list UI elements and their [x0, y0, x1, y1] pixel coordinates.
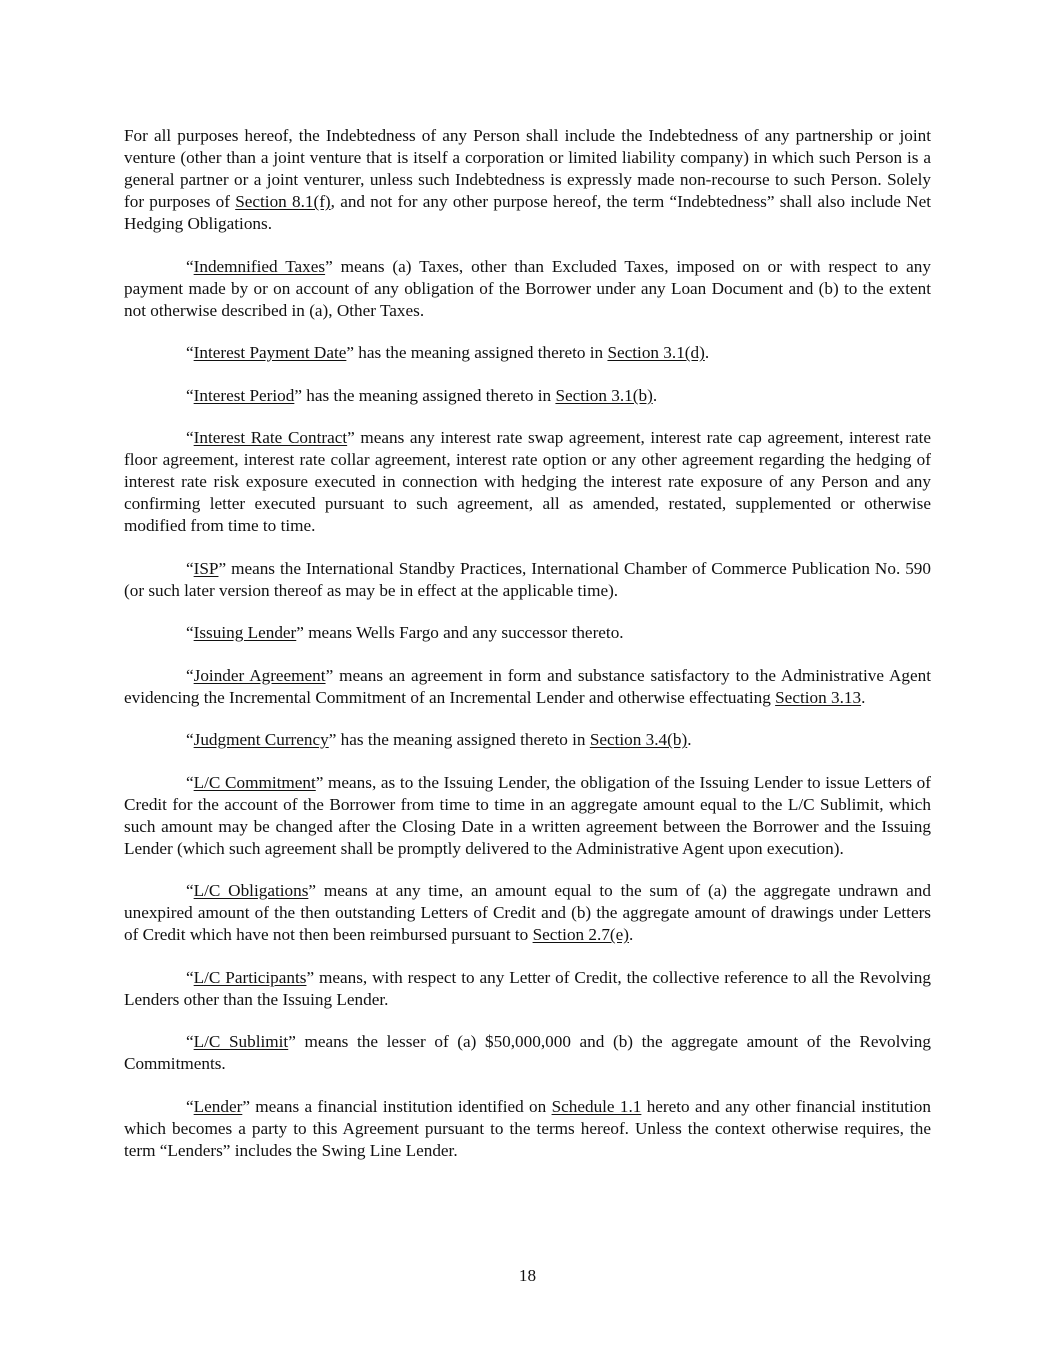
paragraph-text: ” means an agreement in form and substance satisfactory to the Administrative Agent evidencing the Incremental Commitment of an Incremental Lender and otherwise effectuating	[124, 665, 931, 707]
underlined-term: Schedule 1.1	[551, 1096, 642, 1116]
underlined-term: Section 3.1(d)	[607, 343, 705, 362]
underlined-term: L/C Commitment	[193, 772, 316, 792]
paragraph-text: ” means a financial institution identified on	[242, 1096, 552, 1116]
paragraph-text: .	[861, 687, 866, 707]
underlined-term: Section 8.1(f)	[235, 192, 331, 211]
paragraph-text: .	[629, 925, 634, 944]
definition-paragraph	[124, 1031, 931, 1075]
underlined-term: Indemnified Taxes	[193, 256, 326, 276]
paragraph-text: ” means at any time, an amount equal to the sum of (a) the aggregate undrawn and unexpired amount of the then outstanding Letters of Credit and (b) the aggregate amount of drawings under Letters of Credit which have not then been reimbursed pursuant to	[124, 881, 931, 944]
definition-paragraph	[124, 558, 931, 602]
definition-paragraph	[124, 622, 931, 644]
definition-paragraph	[124, 427, 931, 537]
paragraph-text: ” means (a) Taxes, other than Excluded Taxes, imposed on or with respect to any payment made by or on account of any obligation of the Borrower under any Loan Document and (b) to the extent not otherwise described in (a), Other Taxes.	[124, 256, 931, 320]
paragraph-text: “	[186, 1096, 194, 1116]
paragraph-text: ” has the meaning assigned thereto in	[346, 343, 608, 362]
paragraph-text: “	[186, 1032, 194, 1051]
paragraph-text: ” has the meaning assigned thereto in	[328, 730, 590, 749]
paragraph-text: hereto and any other financial institution which becomes a party to this Agreement pursuant to the terms hereof. Unless the context otherwise requires, the term “Lenders” includes the Swing Line Lender.	[124, 1096, 931, 1160]
underlined-term: Interest Payment Date	[193, 343, 347, 362]
paragraph-text: “	[186, 343, 194, 362]
paragraph-text: .	[687, 730, 692, 749]
paragraph-text: For all purposes hereof, the Indebtedness of any Person shall include the Indebtedness of any partnership or joint venture (other than a joint venture that is itself a corporation or limited liability company) in which such Person is a general partner or a joint venturer, unless such Indebtedness is expressly made non-recourse to such Person. Solely for purposes of	[124, 126, 931, 211]
definition-paragraph	[124, 385, 931, 407]
underlined-term: Interest Rate Contract	[193, 428, 348, 447]
paragraph-text: “	[186, 623, 194, 642]
paragraph-text: ” means Wells Fargo and any successor thereto.	[296, 623, 624, 642]
definition-paragraph	[124, 1096, 931, 1162]
paragraph-text: ” means, with respect to any Letter of Credit, the collective reference to all the Revolving Lenders other than the Issuing Lender.	[124, 967, 931, 1009]
underlined-term: ISP	[193, 558, 219, 578]
definition-paragraph	[124, 729, 931, 751]
page-number: 18	[518, 1266, 537, 1285]
underlined-term: L/C Obligations	[193, 881, 309, 900]
paragraph-text: “	[186, 881, 194, 900]
underlined-term: Judgment Currency	[193, 730, 329, 749]
definition-paragraph	[124, 256, 931, 322]
definition-paragraph	[124, 665, 931, 709]
paragraph-text: “	[186, 256, 194, 276]
paragraph-text: “	[186, 558, 194, 578]
underlined-term: Lender	[193, 1096, 243, 1116]
underlined-term: Section 3.1(b)	[555, 385, 653, 405]
definition-paragraph	[124, 772, 931, 860]
definition-paragraph	[124, 967, 931, 1011]
underlined-term: Interest Period	[193, 385, 295, 405]
underlined-term: L/C Participants	[193, 967, 307, 987]
body-paragraph	[124, 125, 931, 235]
paragraph-text: ” means the lesser of (a) $50,000,000 and (b) the aggregate amount of the Revolving Commitments.	[124, 1032, 931, 1073]
definition-paragraph	[124, 342, 931, 364]
paragraph-text: .	[652, 385, 658, 405]
paragraph-text: ” means any interest rate swap agreement, interest rate cap agreement, interest rate floor agreement, interest rate collar agreement, interest rate option or any other agreement regarding the hedging of interest rate risk exposure executed in connection with hedging the interest rate exposure of any Person and any confirming letter executed pursuant to such agreement, all as amended, restated, supplemented or otherwise modified from time to time.	[124, 428, 932, 535]
paragraph-text: “	[186, 665, 194, 685]
underlined-term: Section 3.4(b)	[589, 730, 688, 749]
underlined-term: Section 2.7(e)	[532, 925, 629, 944]
underlined-term: Joinder Agreement	[193, 665, 326, 685]
paragraph-text: , and not for any other purpose hereof, the term “Indebtedness” shall also include Net Hedging Obligations.	[124, 192, 931, 233]
underlined-term: L/C Sublimit	[193, 1032, 289, 1051]
underlined-term: Section 3.13	[775, 687, 862, 707]
page-body	[124, 125, 931, 1182]
paragraph-text: “	[186, 428, 194, 447]
paragraph-text: ” means, as to the Issuing Lender, the obligation of the Issuing Lender to issue Letters of Credit for the account of the Borrower from time to time in an aggregate amount equal to the L/C Sublimit, which such amount may be changed after the Closing Date in a written agreement between the Borrower and the Issuing Lender (which such agreement shall be promptly delivered to the Administrative Agent upon execution).	[124, 772, 931, 858]
underlined-term: Issuing Lender	[193, 623, 297, 642]
paragraph-text: ” has the meaning assigned thereto in	[294, 385, 556, 405]
paragraph-text: .	[704, 343, 710, 362]
definition-paragraph	[124, 880, 931, 946]
paragraph-text: “	[186, 967, 194, 987]
paragraph-text: “	[186, 730, 194, 749]
paragraph-text: ” means the International Standby Practices, International Chamber of Commerce Publication No. 590 (or such later version thereof as may be in effect at the applicable time).	[124, 558, 931, 600]
paragraph-text: “	[186, 772, 194, 792]
paragraph-text: “	[186, 385, 194, 405]
